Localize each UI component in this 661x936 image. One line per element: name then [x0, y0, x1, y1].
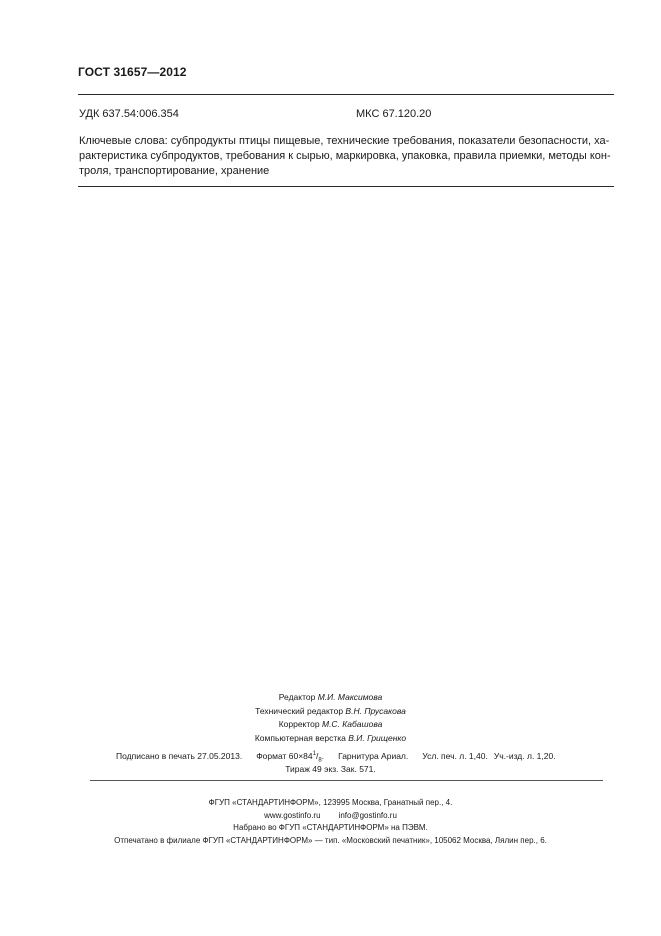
keywords-line: рактеристика субпродуктов, требования к сырью, маркировка, упаковка, правила приемки, методы кон-	[79, 150, 611, 162]
typeset-note: Набрано во ФГУП «СТАНДАРТИНФОРМ» на ПЭВМ.	[233, 823, 428, 832]
mks-code: МКС 67.120.20	[356, 108, 432, 120]
publisher-contacts	[0, 810, 661, 823]
print-sheets: Усл. печ. л. 1,40.	[422, 751, 488, 761]
publishing-sheets: Уч.-изд. л. 1,20.	[493, 751, 556, 761]
keywords-divider	[78, 186, 614, 187]
credit-role: Компьютерная верстка	[254, 732, 349, 743]
format-suffix: .	[321, 751, 325, 761]
imprint-divider	[90, 780, 603, 781]
keywords-line: Ключевые слова: субпродукты птицы пищевые, технические требования, показатели безопасности, ха-	[79, 135, 610, 147]
standard-code: ГОСТ 31657—2012	[78, 65, 187, 79]
credits-block	[0, 691, 661, 745]
format-fraction-num: 1	[312, 751, 316, 758]
credit-layout	[0, 732, 661, 746]
udk-code: УДК 637.54:006.354	[79, 108, 179, 120]
keywords-line: троля, транспортирование, хранение	[79, 165, 270, 177]
printed-note: Отпечатано в филиале ФГУП «СТАНДАРТИНФОРМ» — тип. «Московский печатник», 105062 Москва, Лялин пер., 6.	[114, 835, 547, 845]
print-info	[116, 751, 556, 764]
paper-format: Формат $60\times 84^1/_8$.	[256, 751, 325, 764]
publisher-website: www.gostinfo.ru	[264, 810, 321, 820]
credit-role: Редактор	[278, 692, 318, 702]
credit-editor	[0, 691, 661, 705]
format-fraction-den: 8	[318, 757, 322, 764]
credit-role: Технический редактор	[255, 705, 346, 716]
credit-person: М.И. Максимова	[317, 692, 383, 702]
publisher-address: ФГУП «СТАНДАРТИНФОРМ», 123995 Москва, Гранатный пер., 4.	[208, 798, 453, 807]
publisher-block	[0, 797, 661, 847]
credit-person: В.Н. Прусакова	[345, 705, 406, 716]
credit-person: В.И. Грищенко	[348, 732, 407, 743]
credit-tech-editor	[0, 705, 661, 719]
typeface: Гарнитура Ариал.	[338, 751, 409, 761]
keywords-paragraph	[79, 134, 614, 179]
header-divider	[78, 94, 614, 95]
format-prefix: Формат 60×84	[256, 751, 313, 761]
publisher-email: info@gostinfo.ru	[338, 810, 397, 820]
credit-person: М.С. Кабашова	[321, 719, 383, 729]
print-run: Тираж 49 экз. Зак. 571.	[285, 764, 376, 774]
credit-corrector	[0, 718, 661, 732]
credit-role: Корректор	[278, 719, 322, 729]
signed-date: Подписано в печать 27.05.2013.	[116, 751, 243, 761]
